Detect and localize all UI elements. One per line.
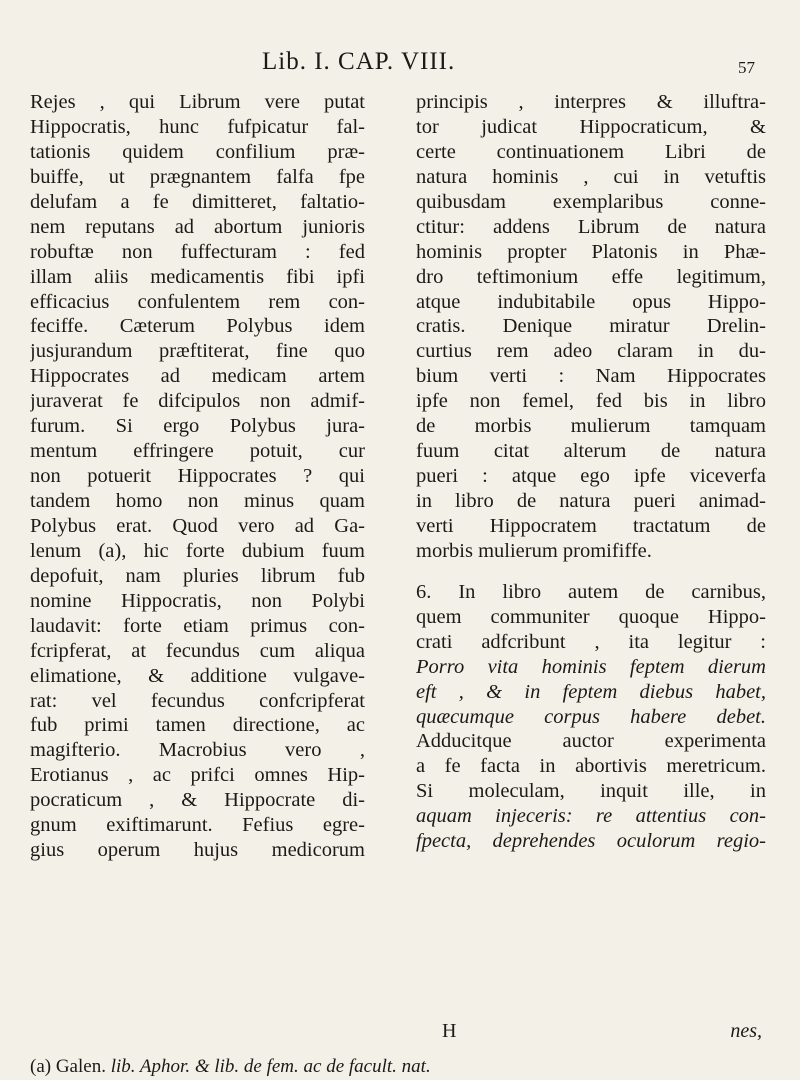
running-head: Lib. I. CAP. VIII. bbox=[262, 48, 456, 75]
text-line: depofuit, nam pluries librum fub bbox=[30, 564, 365, 587]
left-column bbox=[30, 90, 365, 863]
text-line-italic: eft , & in feptem diebus habet, bbox=[416, 680, 766, 703]
text-line: pueri : atque ego ipfe viceverfa bbox=[416, 465, 766, 488]
page-header bbox=[0, 44, 800, 84]
text-line: buiffe, ut prægnantem falfa fpe bbox=[30, 165, 365, 188]
text-line: in libro de natura pueri animad- bbox=[416, 490, 766, 512]
text-line: cratis. Denique miratur Drelin- bbox=[416, 315, 766, 338]
text-line: robuftæ non fuffecturam : fed bbox=[30, 240, 365, 263]
text-line: jusjurandum præftiterat, fine quo bbox=[30, 340, 365, 363]
text-line: quem communiter quoque Hippo- bbox=[416, 605, 766, 628]
text-line: Rejes , qui Librum vere putat bbox=[30, 91, 365, 113]
text-line: tandem homo non minus quam bbox=[30, 490, 365, 512]
text-line: principis , interpres & illuftra- bbox=[416, 91, 766, 113]
text-line: nomine Hippocratis, non Polybi bbox=[30, 589, 365, 612]
text-line: Hippocratis, hunc fufpicatur fal- bbox=[30, 115, 365, 138]
text-line: lenum (a), hic forte dubium fuum bbox=[30, 539, 365, 562]
text-line: Si moleculam, inquit ille, in bbox=[416, 780, 766, 803]
text-line: elimatione, & additione vulgave- bbox=[30, 664, 365, 687]
signature-line bbox=[416, 1018, 766, 1044]
text-line: delufam a fe dimitteret, faltatio- bbox=[30, 190, 365, 213]
text-line: ipfe non femel, fed bis in libro bbox=[416, 390, 766, 413]
text-line-italic: aquam injeceris: re attentius con- bbox=[416, 805, 766, 828]
text-line: verti Hippocratem tractatum de bbox=[416, 514, 766, 537]
text-line: Hippocrates ad medicam artem bbox=[30, 365, 365, 388]
footnote-marker: (a) Galen. bbox=[30, 1056, 106, 1077]
text-line: Erotianus , ac prifci omnes Hip- bbox=[30, 764, 365, 787]
text-line: juraverat fe difcipulos non admif- bbox=[30, 390, 365, 413]
text-line-italic: Porro vita hominis feptem dierum bbox=[416, 655, 766, 678]
text-line: pocraticum , & Hippocrate di- bbox=[30, 789, 365, 812]
text-line: bium verti : Nam Hippocrates bbox=[416, 365, 766, 388]
text-line: de morbis mulierum tamquam bbox=[416, 415, 766, 438]
page-number: 57 bbox=[738, 58, 755, 77]
footnote-citation: lib. Aphor. & lib. de fem. ac de facult. nat. bbox=[110, 1056, 431, 1077]
text-line: natura hominis , cui in vetuftis bbox=[416, 165, 766, 188]
signature-mark: H bbox=[442, 1020, 457, 1042]
text-line: rat: vel fecundus confcripferat bbox=[30, 689, 365, 712]
text-line: tor judicat Hippocraticum, & bbox=[416, 115, 766, 138]
text-line: 6. In libro autem de carnibus, bbox=[416, 580, 766, 603]
text-line: crati adfcribunt , ita legitur : bbox=[416, 630, 766, 653]
text-line: furum. Si ergo Polybus jura- bbox=[30, 415, 365, 438]
text-line: hominis propter Platonis in Phæ- bbox=[416, 240, 766, 263]
text-line: non potuerit Hippocrates ? qui bbox=[30, 465, 365, 488]
text-line: Polybus erat. Quod vero ad Ga- bbox=[30, 514, 365, 537]
text-line: fub primi tamen directione, ac bbox=[30, 714, 365, 737]
text-line: tationis quidem confilium præ- bbox=[30, 140, 365, 163]
text-line: atque indubitabile opus Hippo- bbox=[416, 290, 766, 313]
text-line: illam aliis medicamentis fibi ipfi bbox=[30, 265, 365, 288]
text-line: gnum exiftimarunt. Fefius egre- bbox=[30, 814, 365, 837]
text-line: efficacius confulentem rem con- bbox=[30, 290, 365, 313]
text-line: morbis mulierum promififfe. bbox=[416, 539, 652, 562]
text-line: gius operum hujus medicorum bbox=[30, 839, 365, 862]
text-line: ctitur: addens Librum de natura bbox=[416, 215, 766, 238]
paragraph-gap bbox=[416, 564, 766, 580]
text-line: magifterio. Macrobius vero , bbox=[30, 739, 365, 762]
text-line: certe continuationem Libri de bbox=[416, 140, 766, 163]
text-line: laudavit: forte etiam primus con- bbox=[30, 614, 365, 637]
text-line-italic: fpecta, deprehendes oculorum regio- bbox=[416, 830, 766, 853]
footnote bbox=[30, 1054, 770, 1080]
text-line: fuum citat alterum de natura bbox=[416, 440, 766, 463]
text-line: fcripferat, at fecundus cum aliqua bbox=[30, 639, 365, 662]
text-line: a fe facta in abortivis meretricum. bbox=[416, 755, 766, 778]
text-line: Adducitque auctor experimenta bbox=[416, 730, 766, 753]
text-line: feciffe. Cæterum Polybus idem bbox=[30, 315, 365, 338]
text-line: dro teftimonium effe legitimum, bbox=[416, 265, 766, 288]
text-line: mentum effringere potuit, cur bbox=[30, 440, 365, 463]
text-line: nem reputans ad abortum junioris bbox=[30, 215, 365, 238]
catchword: nes, bbox=[730, 1020, 762, 1042]
text-line: curtius rem adeo claram in du- bbox=[416, 340, 766, 363]
text-line-italic: quæcumque corpus habere debet. bbox=[416, 705, 766, 728]
text-line: quibusdam exemplaribus conne- bbox=[416, 190, 766, 213]
right-column bbox=[416, 90, 766, 854]
